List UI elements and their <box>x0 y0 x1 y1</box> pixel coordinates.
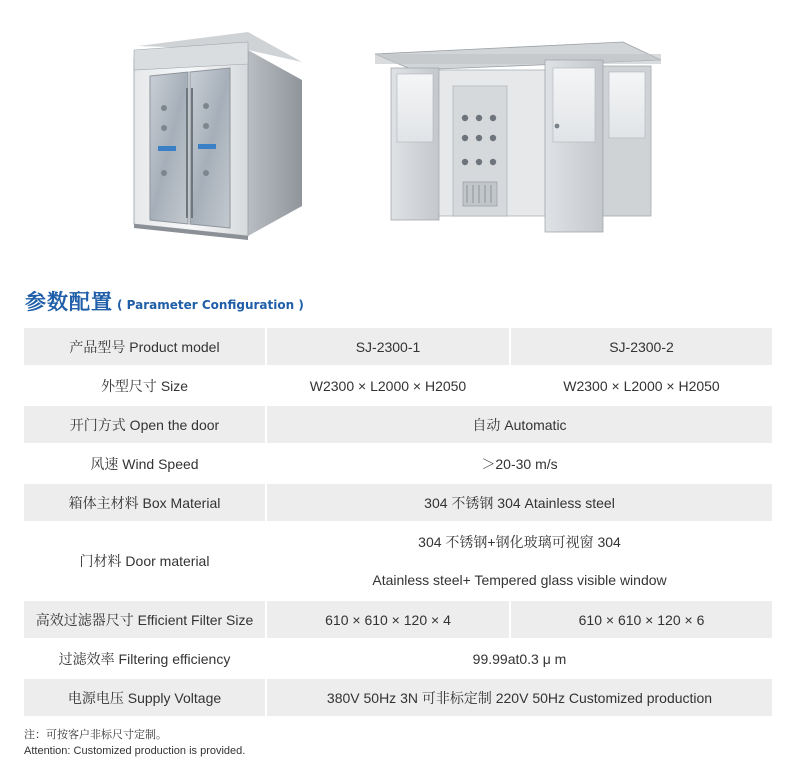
row-label: 电源电压 Supply Voltage <box>24 678 266 717</box>
product-image-left <box>130 28 310 244</box>
row-label: 外型尺寸 Size <box>24 366 266 405</box>
cell-value: SJ-2300-1 <box>266 328 510 366</box>
section-title-en: ( Parameter Configuration ) <box>117 298 304 312</box>
parameter-table <box>24 328 772 718</box>
row-label: 开门方式 Open the door <box>24 405 266 444</box>
table-row-open-door <box>24 405 772 444</box>
table-row-size <box>24 366 772 405</box>
table-row-filter-size <box>24 600 772 639</box>
table-row-filter-efficiency <box>24 639 772 678</box>
section-heading <box>25 286 304 316</box>
table-row-product-model <box>24 328 772 366</box>
door-material-line-cn: 304 不锈钢+钢化玻璃可视窗 304 <box>418 534 621 550</box>
row-label: 过滤效率 Filtering efficiency <box>24 639 266 678</box>
row-label: 门材料 Door material <box>24 522 266 600</box>
table-row-door-material <box>24 522 772 600</box>
row-label: 箱体主材料 Box Material <box>24 483 266 522</box>
table-row-wind-speed <box>24 444 772 483</box>
row-label: 风速 Wind Speed <box>24 444 266 483</box>
cell-value: 610 × 610 × 120 × 6 <box>510 600 772 639</box>
cell-value: W2300 × L2000 × H2050 <box>510 366 772 405</box>
cell-value: 自动 Automatic <box>266 405 772 444</box>
section-title-cn: 参数配置 <box>25 290 113 314</box>
table-row-supply-voltage <box>24 678 772 717</box>
door-material-line-en: Atainless steel+ Tempered glass visible window <box>372 572 667 588</box>
cell-value: 99.99at0.3 μ m <box>266 639 772 678</box>
note-cn: 注：可按客户非标尺寸定制。 <box>24 729 167 741</box>
cell-value-multiline <box>266 522 772 600</box>
row-label: 高效过滤器尺寸 Efficient Filter Size <box>24 600 266 639</box>
cell-value: SJ-2300-2 <box>510 328 772 366</box>
product-images <box>0 0 795 260</box>
footnotes <box>24 727 245 759</box>
table-row-box-material <box>24 483 772 522</box>
cell-value: 610 × 610 × 120 × 4 <box>266 600 510 639</box>
product-image-right <box>373 40 663 240</box>
cell-value: 304 不锈钢 304 Atainless steel <box>266 483 772 522</box>
note-en: Attention: Customized production is provided. <box>24 745 246 757</box>
cell-value: 380V 50Hz 3N 可非标定制 220V 50Hz Customized production <box>266 678 772 717</box>
cell-value: ＞20-30 m/s <box>266 444 772 483</box>
cell-value: W2300 × L2000 × H2050 <box>266 366 510 405</box>
row-label: 产品型号 Product model <box>24 328 266 366</box>
